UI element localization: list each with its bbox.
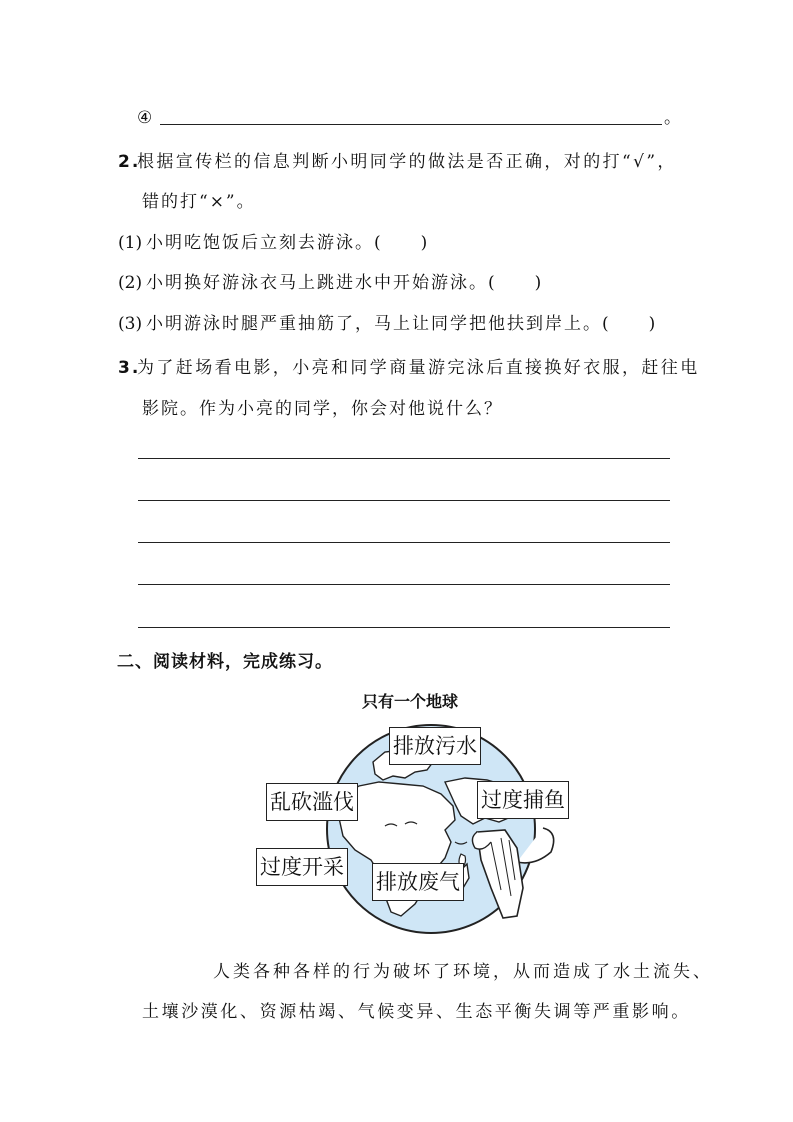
label-deforestation: 乱砍滥伐 — [266, 783, 358, 821]
figure-title: 只有一个地球 — [362, 692, 459, 711]
item-number: (1) — [118, 233, 143, 253]
item-end-mark: 。 — [664, 108, 683, 128]
paragraph-line: 人类各种各样的行为破坏了环境，从而造成了水土流失、 — [213, 962, 713, 982]
item-text: 小明游泳时腿严重抽筋了，马上让同学把他扶到岸上。( ) — [146, 314, 658, 334]
item-text: 小明吃饱饭后立刻去游泳。( ) — [146, 233, 430, 253]
question-number: 2. — [118, 152, 141, 172]
question-text: 影院。作为小亮的同学，你会对他说什么？ — [142, 399, 503, 419]
answer-line[interactable] — [160, 124, 662, 125]
answer-line[interactable] — [138, 627, 670, 628]
item-number: (2) — [118, 273, 143, 293]
item-marker: ④ — [137, 108, 155, 128]
section-heading: 二、阅读材料，完成练习。 — [117, 652, 333, 672]
label-wastewater: 排放污水 — [389, 727, 481, 765]
item-number: (3) — [118, 314, 143, 334]
answer-line[interactable] — [138, 584, 670, 585]
question-number: 3. — [118, 358, 141, 378]
question-text: 错的打“×”。 — [142, 192, 256, 212]
label-overmining: 过度开采 — [256, 848, 348, 886]
label-overfishing: 过度捕鱼 — [477, 781, 569, 819]
label-exhaust: 排放废气 — [372, 863, 464, 901]
answer-line[interactable] — [138, 458, 670, 459]
answer-line[interactable] — [138, 542, 670, 543]
paragraph-line: 土壤沙漠化、资源枯竭、气候变异、生态平衡失调等严重影响。 — [142, 1002, 691, 1022]
question-text: 根据宣传栏的信息判断小明同学的做法是否正确，对的打“√”， — [137, 152, 677, 172]
answer-line[interactable] — [138, 500, 670, 501]
item-text: 小明换好游泳衣马上跳进水中开始游泳。( ) — [146, 273, 544, 293]
question-text: 为了赶场看电影，小亮和同学商量游完泳后直接换好衣服，赶往电 — [137, 358, 700, 378]
